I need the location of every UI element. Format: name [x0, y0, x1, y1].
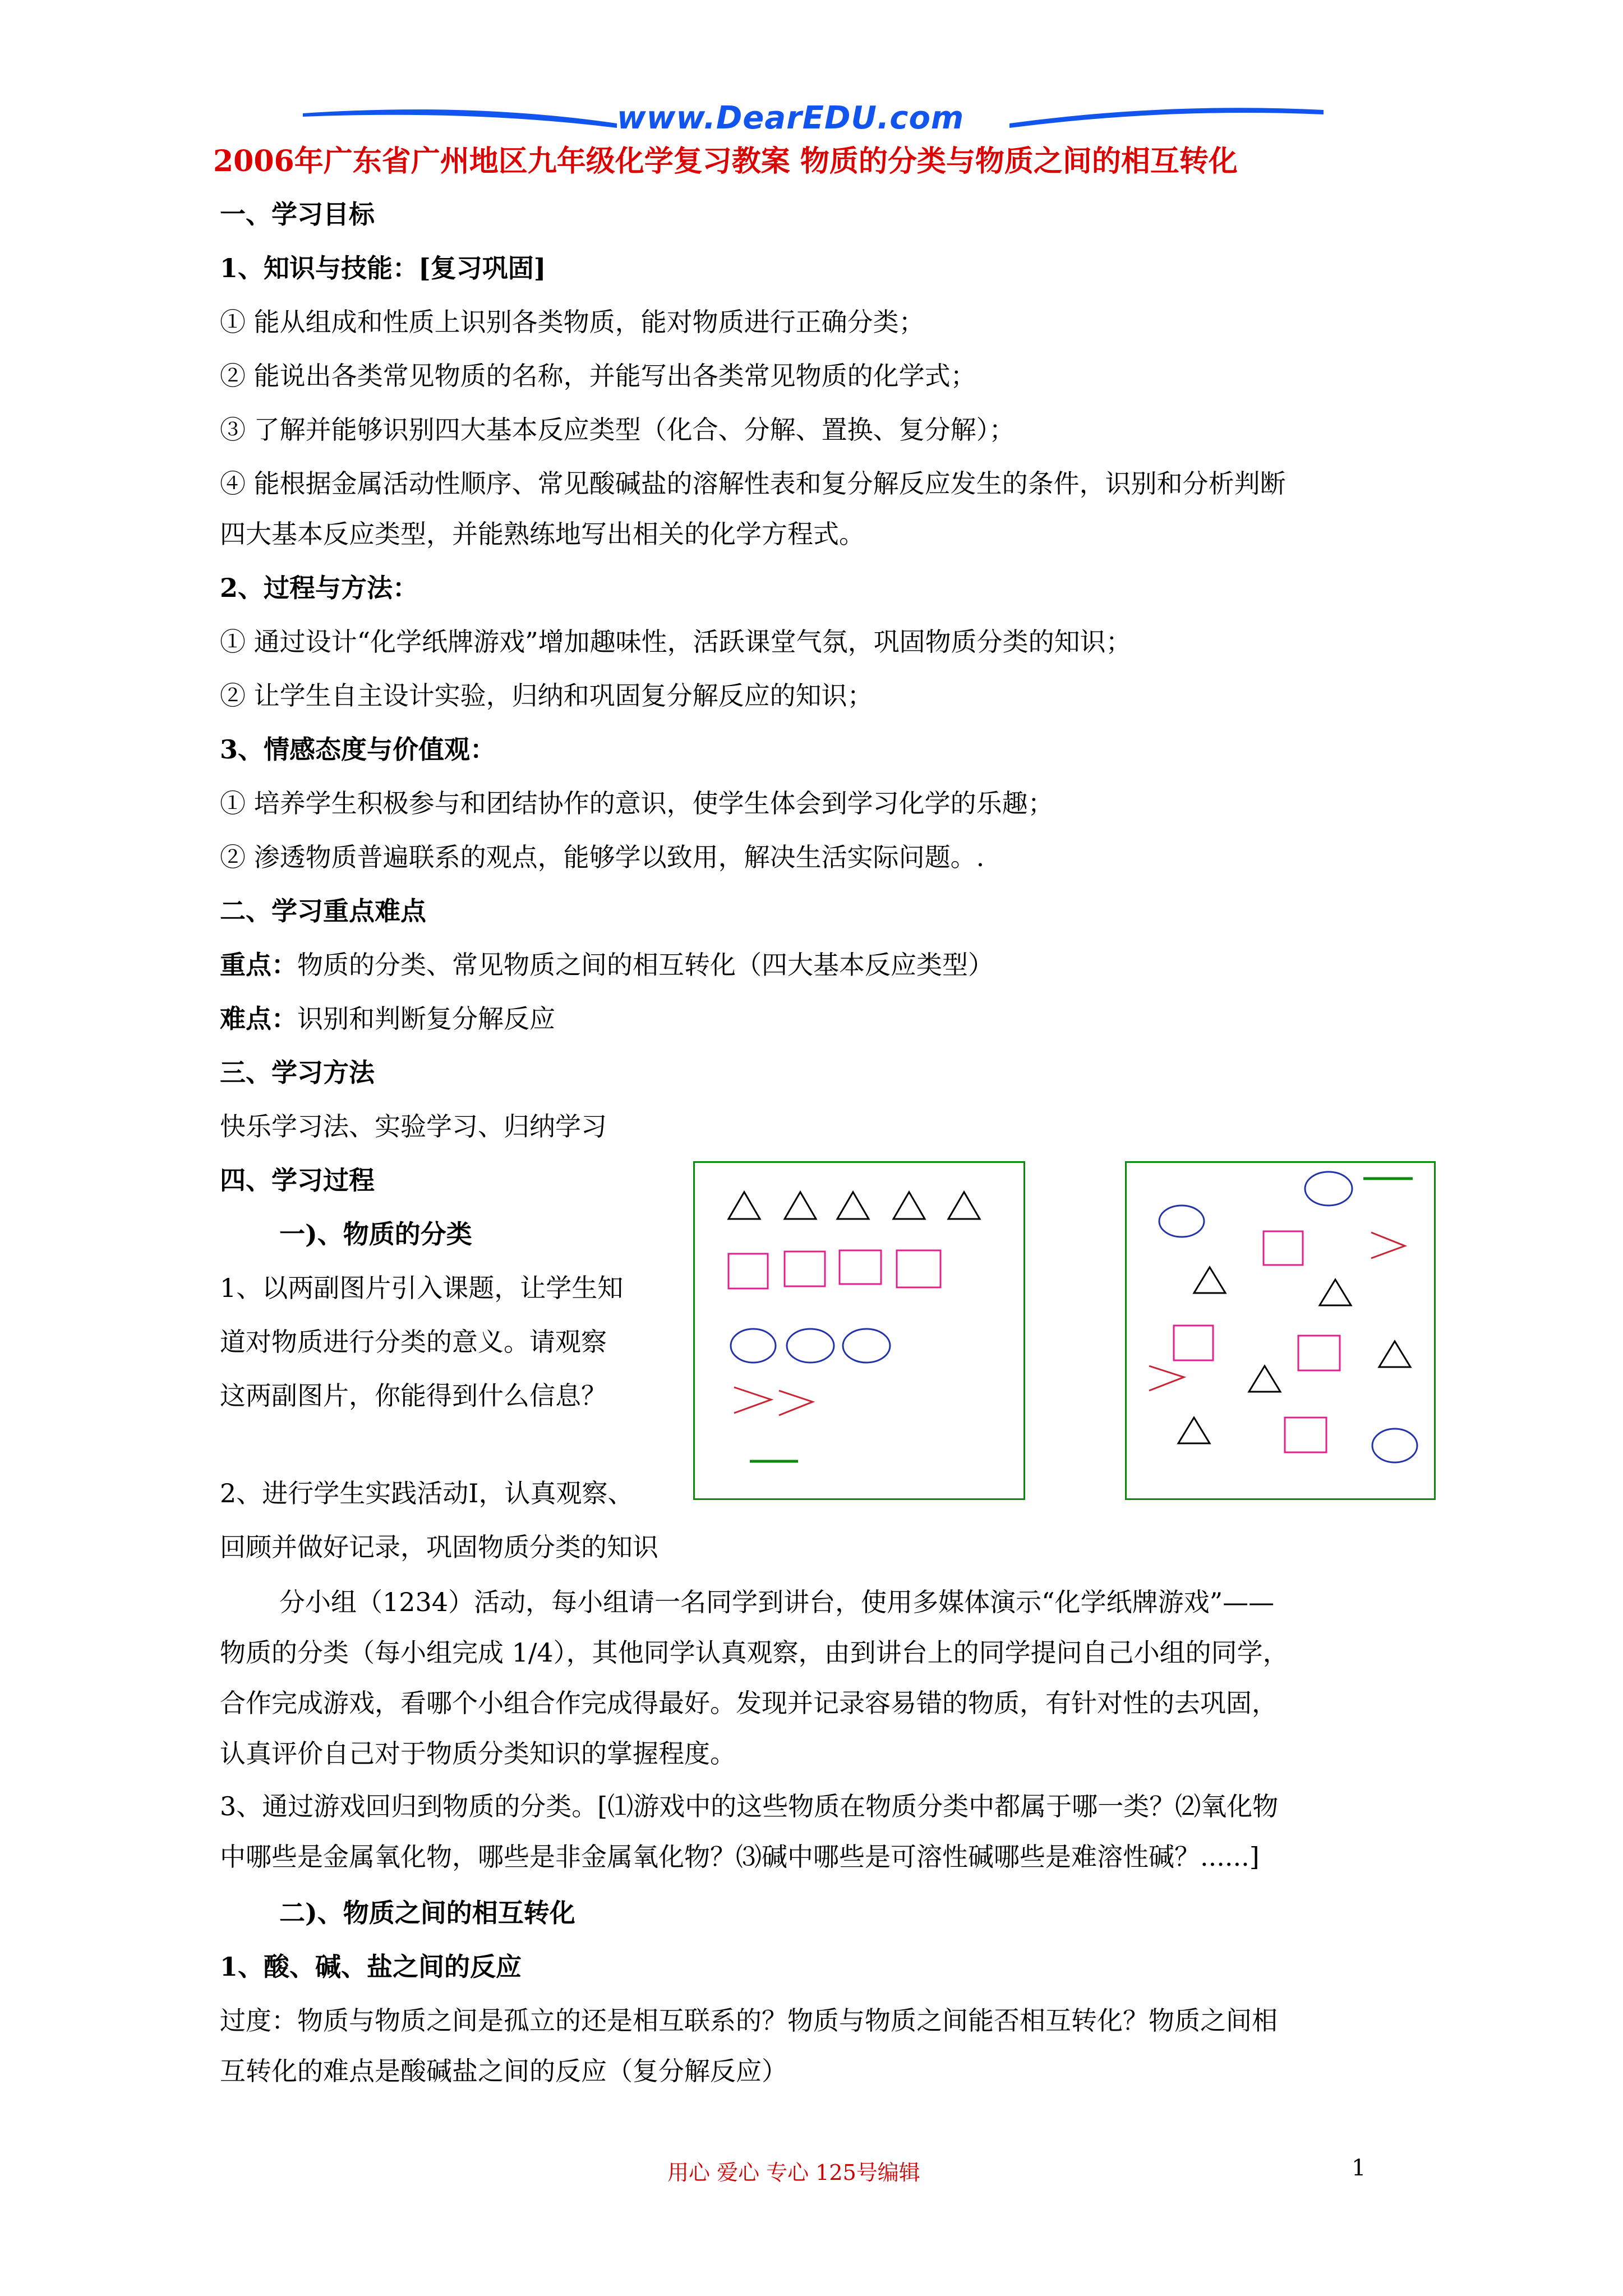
paragraph-line: 回顾并做好记录，巩固物质分类的知识: [220, 1532, 658, 1562]
paragraph-line: 物质的分类（每小组完成 1/4），其他同学认真观察，由到讲台上的同学提问自己小组的同学，: [220, 1637, 1289, 1668]
paragraph-line: 2、进行学生实践活动Ⅰ，认真观察、: [220, 1478, 634, 1508]
list-item: ② 能说出各类常见物质的名称，并能写出各类常见物质的化学式；: [220, 361, 976, 391]
figure-ordered-shapes: [693, 1161, 1025, 1500]
triangle-icon: [948, 1192, 980, 1219]
square-icon: [728, 1254, 768, 1289]
list-item: ① 培养学生积极参与和团结协作的意识，使学生体会到学习化学的乐趣；: [220, 788, 1054, 818]
list-item: ① 能从组成和性质上识别各类物质，能对物质进行正确分类；: [220, 307, 925, 337]
triangle-icon: [1249, 1366, 1280, 1392]
paragraph-line: 这两副图片，你能得到什么信息？: [220, 1381, 607, 1411]
square-icon: [1298, 1336, 1340, 1370]
section-heading-methods: 三、学习方法: [220, 1057, 375, 1088]
paragraph-line: 合作完成游戏，看哪个小组合作完成得最好。发现并记录容易错的物质，有针对性的去巩固，: [220, 1688, 1278, 1718]
subheading-classification: 一)、物质的分类: [279, 1219, 472, 1249]
triangle-icon: [728, 1192, 760, 1219]
section-heading-objectives: 一、学习目标: [220, 199, 375, 229]
list-item: 四大基本反应类型，并能熟练地写出相关的化学方程式。: [220, 519, 865, 549]
triangle-icon: [837, 1192, 869, 1219]
paragraph-line: 1、以两副图片引入课题，让学生知: [220, 1273, 624, 1303]
circle-icon: [1372, 1429, 1417, 1462]
square-icon: [1285, 1418, 1326, 1452]
triangle-icon: [1379, 1341, 1410, 1367]
difficult-point-text: 识别和判断复分解反应: [297, 1004, 555, 1034]
paragraph-line: 认真评价自己对于物质分类知识的掌握程度。: [220, 1738, 736, 1769]
square-icon: [1264, 1231, 1303, 1265]
page-title: 2006年广东省广州地区九年级化学复习教案 物质的分类与物质之间的相互转化: [213, 144, 1238, 178]
circle-icon: [843, 1329, 890, 1363]
square-icon: [785, 1251, 825, 1286]
paragraph-line: 中哪些是金属氧化物，哪些是非金属氧化物？⑶碱中哪些是可溶性碱哪些是难溶性碱？......]: [220, 1842, 1260, 1872]
triangle-icon: [1178, 1418, 1210, 1443]
triangle-icon: [893, 1192, 925, 1219]
paragraph-line: 过度：物质与物质之间是孤立的还是相互联系的？物质与物质之间能否相互转化？物质之间相: [220, 2005, 1278, 2036]
key-point-text: 物质的分类、常见物质之间的相互转化（四大基本反应类型）: [297, 950, 994, 980]
section-heading-process: 四、学习过程: [220, 1165, 375, 1195]
key-point-row: [220, 948, 994, 982]
chevron-icon: [1371, 1232, 1405, 1258]
triangle-icon: [1194, 1267, 1225, 1293]
circle-icon: [731, 1329, 776, 1363]
list-item: ① 通过设计“化学纸牌游戏”增加趣味性，活跃课堂气氛，巩固物质分类的知识；: [220, 627, 1132, 657]
paragraph-line: 3、通过游戏回归到物质的分类。[⑴游戏中的这些物质在物质分类中都属于哪一类？⑵氧化物: [220, 1791, 1279, 1821]
square-icon: [1174, 1326, 1213, 1360]
difficult-point-label: 难点：: [220, 1004, 297, 1034]
section-heading-key-difficult: 二、学习重点难点: [220, 896, 426, 926]
circle-icon: [787, 1329, 834, 1363]
chevron-icon: [779, 1391, 813, 1415]
paragraph-line: 道对物质进行分类的意义。请观察: [220, 1327, 607, 1357]
chevron-icon: [734, 1387, 771, 1413]
ordered-shapes-drawing: [695, 1163, 1023, 1498]
subheading-acid-base-salt: 1、酸、碱、盐之间的反应: [220, 1952, 522, 1982]
triangle-icon: [785, 1192, 816, 1219]
footer-text: 用心 爱心 专心 125号编辑: [667, 2160, 920, 2185]
key-point-label: 重点：: [220, 950, 297, 980]
list-item: ④ 能根据金属活动性顺序、常见酸碱盐的溶解性表和复分解反应发生的条件，识别和分析判断: [220, 468, 1286, 499]
figure-scattered-shapes: [1125, 1161, 1436, 1500]
square-icon: [840, 1250, 881, 1284]
difficult-point-row: [220, 1002, 555, 1036]
subheading-knowledge-skills: 1、知识与技能：[复习巩固]: [220, 253, 546, 283]
square-icon: [897, 1250, 940, 1287]
subheading-process-methods: 2、过程与方法：: [220, 573, 419, 603]
paragraph-line: 互转化的难点是酸碱盐之间的反应（复分解反应）: [220, 2056, 787, 2086]
site-logo-text: www.DearEDU.com: [617, 100, 965, 136]
chevron-icon: [1149, 1366, 1184, 1391]
list-item: ② 渗透物质普遍联系的观点，能够学以致用，解决生活实际问题。.: [220, 842, 985, 872]
list-item: ③ 了解并能够识别四大基本反应类型（化合、分解、置换、复分解）；: [220, 415, 1015, 445]
circle-icon: [1305, 1172, 1352, 1205]
subheading-attitudes-values: 3、情感态度与价值观：: [220, 734, 496, 765]
methods-text: 快乐学习法、实验学习、归纳学习: [220, 1111, 607, 1142]
subheading-transformation: 二)、物质之间的相互转化: [279, 1898, 575, 1928]
page-number: 1: [1352, 2155, 1366, 2181]
paragraph-line: 分小组（1234）活动，每小组请一名同学到讲台，使用多媒体演示“化学纸牌游戏”——: [279, 1587, 1275, 1617]
list-item: ② 让学生自主设计实验，归纳和巩固复分解反应的知识；: [220, 680, 873, 711]
circle-icon: [1159, 1205, 1204, 1237]
scattered-shapes-drawing: [1127, 1163, 1434, 1498]
triangle-icon: [1320, 1280, 1351, 1305]
